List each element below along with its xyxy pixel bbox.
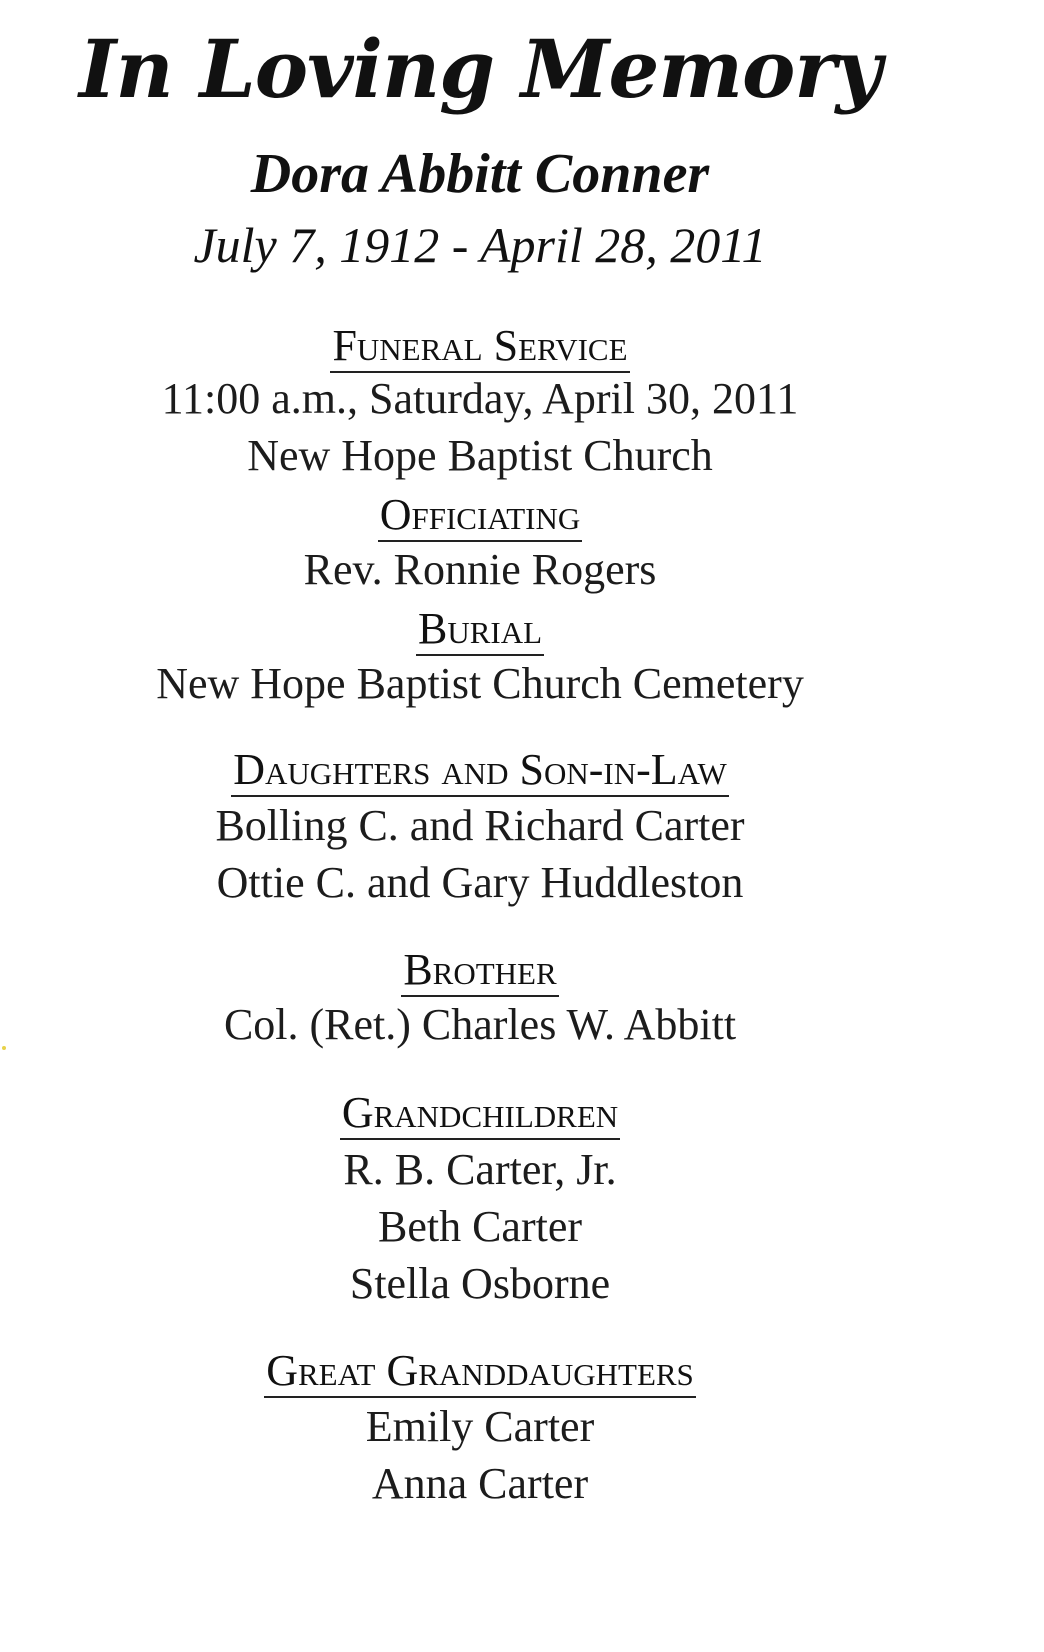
great-granddaughters-heading: Great Granddaughters [0, 1347, 960, 1395]
burial-place: New Hope Baptist Church Cemetery [156, 659, 804, 708]
funeral-service-time: 11:00 a.m., Saturday, April 30, 2011 [161, 374, 799, 423]
officiating-name: Rev. Ronnie Rogers [303, 545, 657, 594]
daughters-heading: Daughters and Son-in-Law [0, 746, 960, 794]
page-title: In Loving Memory [79, 22, 881, 116]
daughters-name: Bolling C. and Richard Carter [215, 801, 745, 850]
burial-heading: Burial [0, 605, 960, 653]
great-granddaughter-name: Emily Carter [365, 1402, 595, 1451]
grandchildren-heading: Grandchildren [0, 1089, 960, 1137]
officiating-heading: Officiating [0, 491, 960, 539]
life-dates: July 7, 1912 - April 28, 2011 [193, 217, 767, 273]
brother-name: Col. (Ret.) Charles W. Abbitt [223, 1000, 737, 1049]
funeral-service-heading: Funeral Service [0, 322, 960, 370]
grandchild-name: Beth Carter [377, 1202, 583, 1251]
daughters-name: Ottie C. and Gary Huddleston [216, 858, 744, 907]
deceased-name: Dora Abbitt Conner [250, 143, 710, 205]
funeral-service-place: New Hope Baptist Church [247, 431, 713, 480]
grandchild-name: R. B. Carter, Jr. [343, 1145, 617, 1194]
grandchild-name: Stella Osborne [349, 1259, 611, 1308]
great-granddaughter-name: Anna Carter [371, 1459, 589, 1508]
brother-heading: Brother [0, 946, 960, 994]
paper-speck [2, 1046, 6, 1050]
